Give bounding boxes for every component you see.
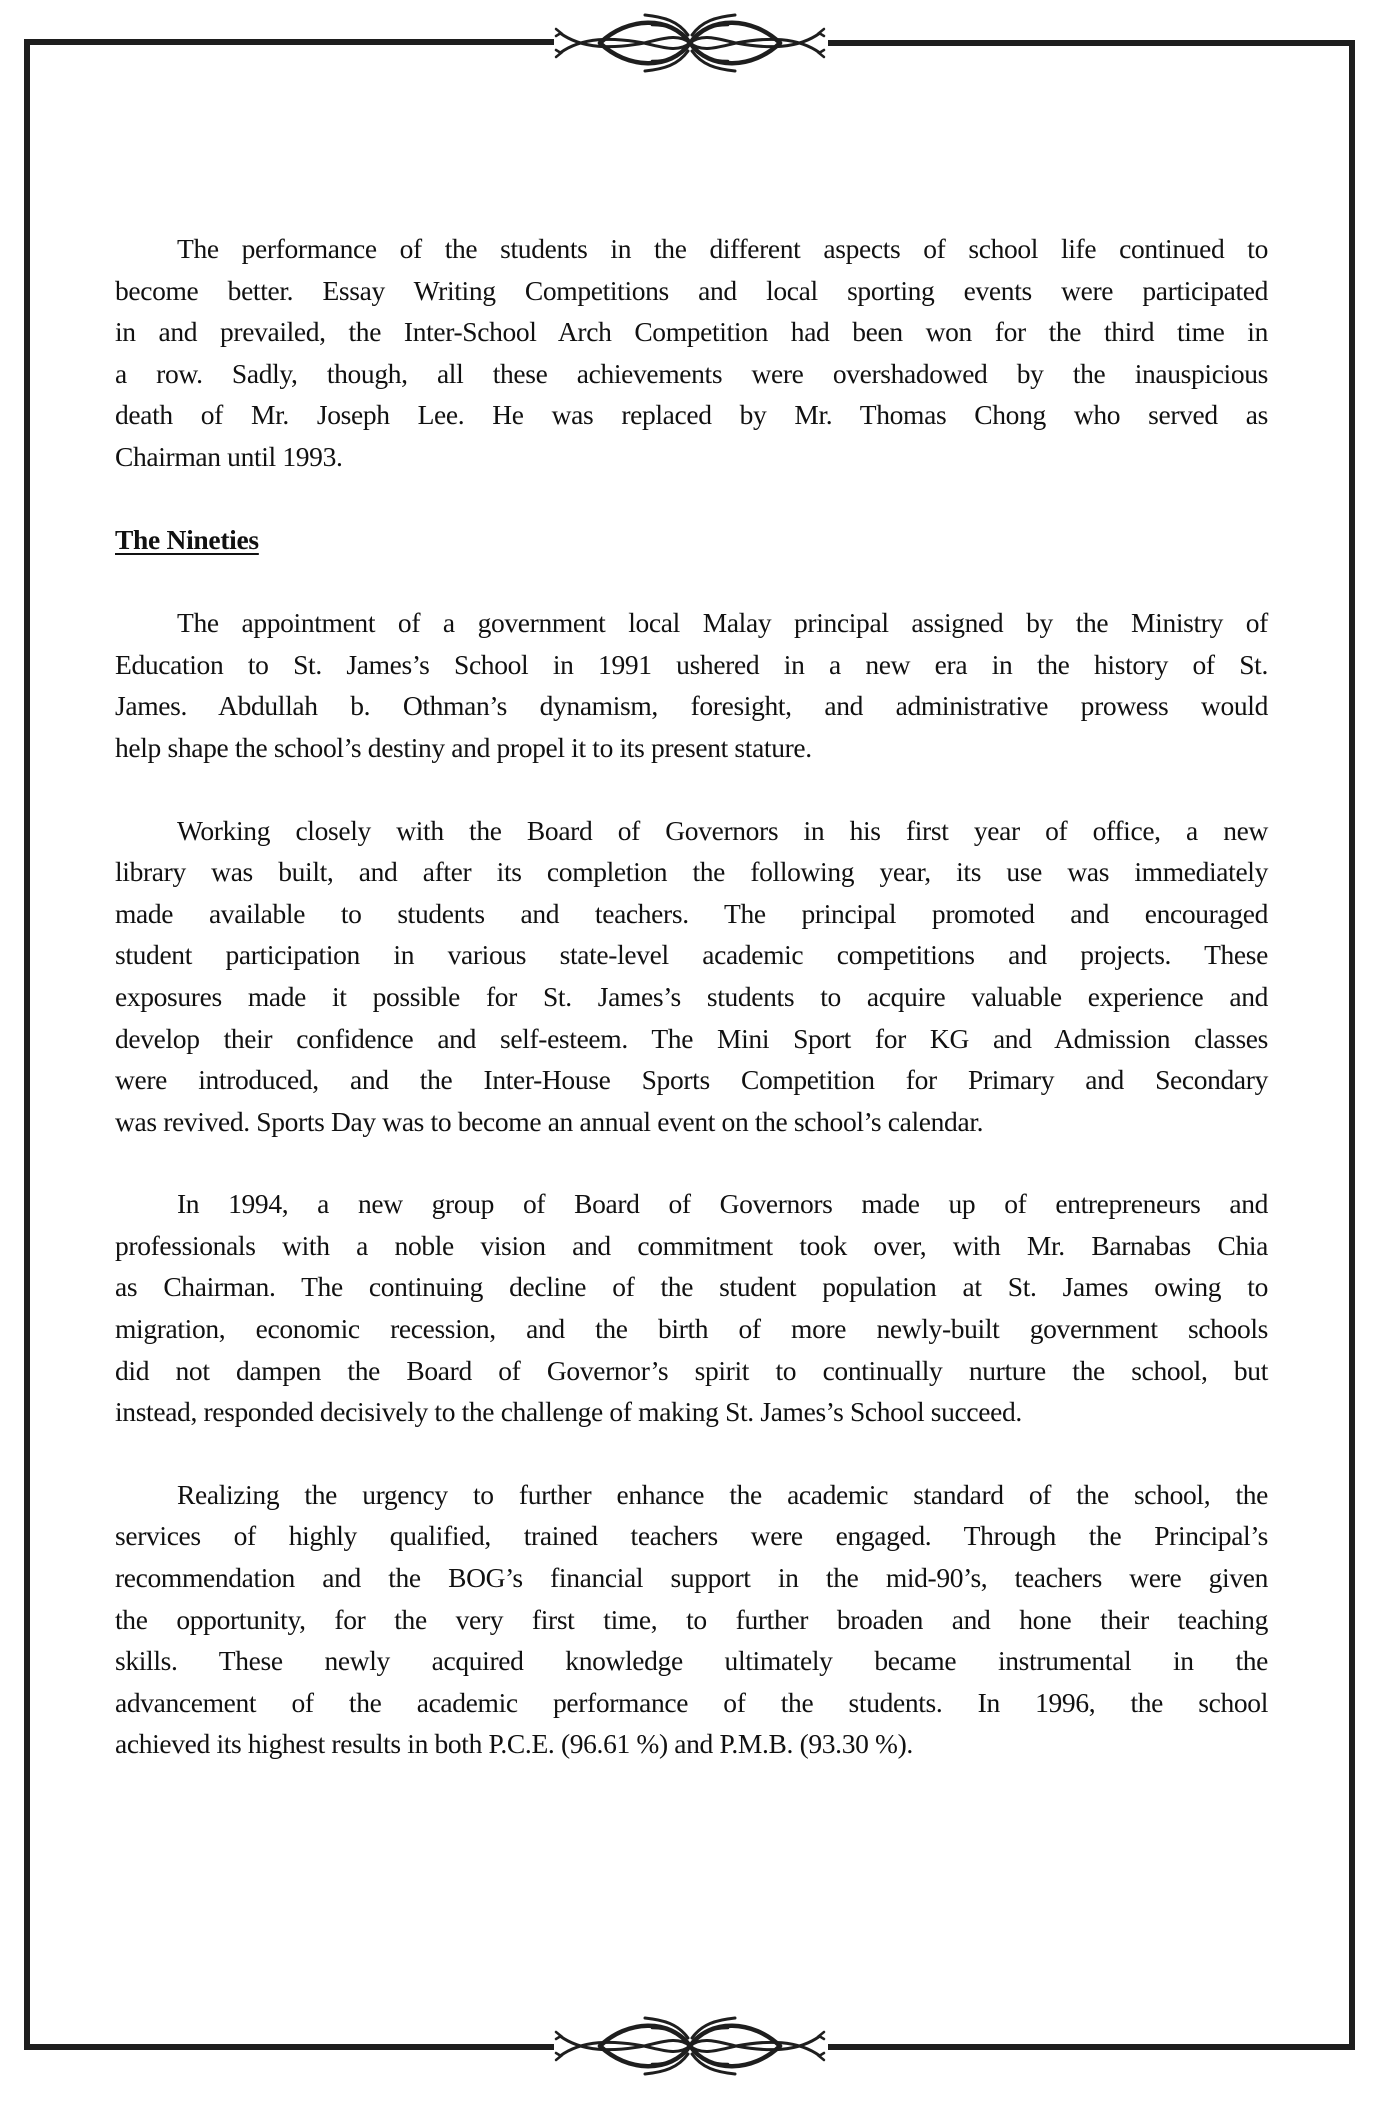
text-line: In 1994, a new group of Board of Governors made up of entrepreneurs and — [177, 1188, 1268, 1220]
paragraph-appointment — [115, 602, 1268, 768]
text-line: did not dampen the Board of Governor’s spirit to continually nurture the school, but — [115, 1354, 1268, 1386]
text-line: advancement of the academic performance of the students. In 1996, the school — [115, 1686, 1268, 1718]
text-line: Realizing the urgency to further enhance the academic standard of the school, the — [177, 1478, 1268, 1510]
text-line: were introduced, and the Inter-House Sports Competition for Primary and Secondary — [115, 1064, 1268, 1096]
document-body — [115, 228, 1268, 1806]
text-line: recommendation and the BOG’s financial support in the mid-90’s, teachers were given — [115, 1562, 1268, 1594]
frame-right-rule — [1349, 40, 1355, 2050]
text-line: a row. Sadly, though, all these achievements were overshadowed by the inauspicious — [115, 357, 1268, 389]
text-line: was revived. Sports Day was to become an annual event on the school’s calendar. — [115, 1105, 984, 1137]
text-line: achieved its highest results in both P.C.E. (96.61 %) and P.M.B. (93.30 %). — [115, 1728, 913, 1760]
text-line: The performance of the students in the different aspects of school life continued to — [177, 233, 1268, 264]
paragraph-teachers — [115, 1474, 1268, 1765]
text-line: the opportunity, for the very first time, to further broaden and hone their teaching — [115, 1603, 1268, 1635]
text-line: Working closely with the Board of Governors in his first year of office, a new — [177, 814, 1268, 846]
text-line: instead, responded decisively to the challenge of making St. James’s School succeed. — [115, 1396, 1022, 1428]
text-line: James. Abdullah b. Othman’s dynamism, foresight, and administrative prowess would — [115, 690, 1268, 722]
paragraph-library — [115, 810, 1268, 1143]
text-line: in and prevailed, the Inter-School Arch Competition had been won for the third time in — [115, 316, 1268, 348]
text-line: professionals with a noble vision and commitment took over, with Mr. Barnabas Chia — [115, 1229, 1268, 1261]
text-line: Chairman until 1993. — [115, 440, 343, 472]
text-line: student participation in various state-level academic competitions and projects. These — [115, 939, 1268, 971]
frame-left-rule — [24, 39, 30, 2050]
paragraph-performance — [115, 228, 1268, 478]
section-heading-the-nineties: The Nineties — [115, 523, 259, 555]
text-line: become better. Essay Writing Competitions and local sporting events were participated — [115, 274, 1268, 306]
frame-top-left-rule — [24, 39, 554, 45]
text-line: exposures made it possible for St. James’s students to acquire valuable experience and — [115, 980, 1268, 1012]
bottom-flourish-ornament-icon — [552, 2006, 828, 2086]
text-line: help shape the school’s destiny and propel it to its present stature. — [115, 731, 812, 763]
frame-bottom-right-rule — [828, 2044, 1355, 2050]
text-line: Education to St. James’s School in 1991 ushered in a new era in the history of St. — [115, 648, 1268, 680]
top-flourish-ornament-icon — [552, 3, 828, 83]
text-line: death of Mr. Joseph Lee. He was replaced by Mr. Thomas Chong who served as — [115, 399, 1268, 431]
text-line: The appointment of a government local Malay principal assigned by the Ministry of — [177, 607, 1268, 639]
paragraph-board-1994 — [115, 1183, 1268, 1433]
text-line: skills. These newly acquired knowledge ultimately became instrumental in the — [115, 1645, 1268, 1677]
text-line: migration, economic recession, and the birth of more newly-built government schools — [115, 1313, 1268, 1345]
frame-top-right-rule — [828, 40, 1355, 46]
text-line: develop their confidence and self-esteem. The Mini Sport for KG and Admission classes — [115, 1022, 1268, 1054]
text-line: services of highly qualified, trained teachers were engaged. Through the Principal’s — [115, 1520, 1268, 1552]
text-line: library was built, and after its completion the following year, its use was immediately — [115, 856, 1268, 888]
text-line: made available to students and teachers. The principal promoted and encouraged — [115, 897, 1268, 929]
frame-bottom-left-rule — [24, 2044, 554, 2050]
text-line: as Chairman. The continuing decline of the student population at St. James owing to — [115, 1271, 1268, 1303]
